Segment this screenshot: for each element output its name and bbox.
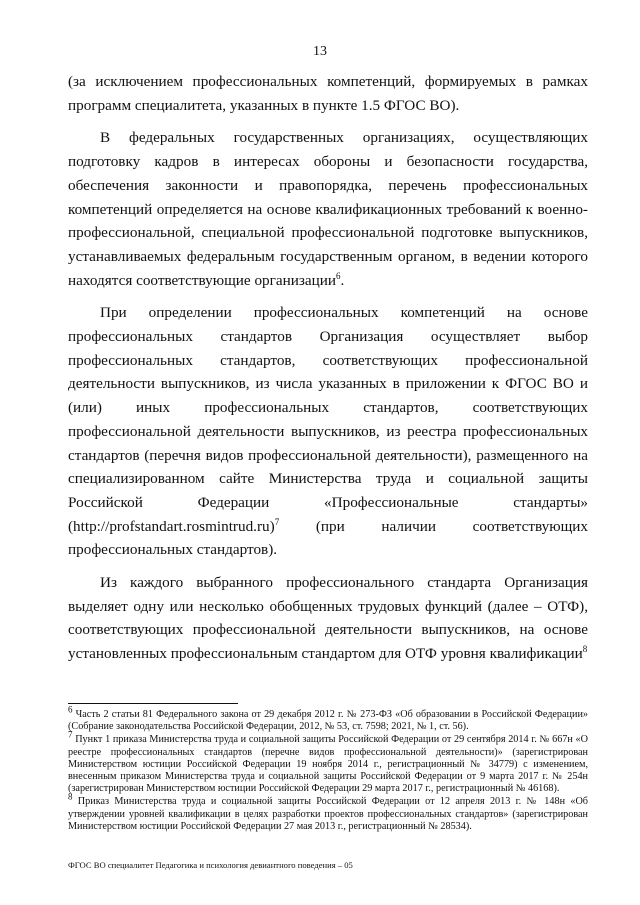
footnote-ref-7[interactable]: 7	[274, 516, 280, 527]
paragraph-text: (за исключением профессиональных компетенций, формируемых в рамках программ специалитета, указанных в пункте 1.5 ФГОС ВО).	[68, 73, 588, 114]
footnote-divider	[68, 703, 238, 704]
paragraph-continuation	[68, 70, 588, 117]
footnote-text: Приказ Министерства труда и социальной защиты Российской Федерации от 12 апреля 2013 г. № 148н «Об утверждении уровней квалификации в целях разработки проектов профессиональных стандартов» (зарегистрирован Министерством юстиции Российской Федерации 27 мая 2013 г., регистрационный № 28534).	[68, 796, 588, 832]
page-number: 13	[313, 44, 327, 59]
footnote-text: Пункт 1 приказа Министерства труда и социальной защиты Российской Федерации от 29 сентября 2014 г. № 667н «О реестре профессиональных стандартов (перечне видов профессиональной деятельности)» (зарегистрирован Министерством юстиции Российской Федерации 19 ноября 2014 г., регистрационный № 34779) с изменением, внесенным приказом Министерства труда и социальной защиты Российской Федерации от 9 марта 2017 г. № 254н (зарегистрирован Министерством юстиции Российской Федерации 29 марта 2017 г., регистрационный № 46168).	[68, 734, 588, 795]
paragraph-text: В федеральных государственных организациях, осуществляющих подготовку кадров в интересах обороны и безопасности государства, обеспечения законности и правопорядка, перечень профессиональных компетенций определяется на основе квалификационных требований к военно-профессиональной, специальной профессиональной подготовке выпускников, устанавливаемых федеральным государственным органом, в ведении которого находятся соответствующие организации	[68, 129, 588, 289]
paragraph-text: При определении профессиональных компетенций на основе профессиональных стандартов Организация осуществляет выбор профессиональных стандартов, соответствующих профессиональной деятельности выпускников, из числа указанных в приложении к ФГОС ВО и (или) иных профессиональных стандартов, соответствующих профессиональной деятельности выпускников, из реестра профессиональных стандартов (перечня видов профессиональной деятельности), размещенного на специализированном сайте Министерства труда и социальной защиты Российской Федерации «Профессиональные стандарты» (http://profstandart.rosmintrud.ru)	[68, 304, 588, 535]
footnotes	[68, 704, 588, 834]
footnote-7	[68, 730, 588, 795]
footnote-mark: 8	[68, 792, 73, 803]
page-footer: ФГОС ВО специалитет Педагогика и психология девиантного поведения – 05	[68, 860, 353, 870]
paragraph-text: Из каждого выбранного профессионального стандарта Организация выделяет одну или несколько обобщенных трудовых функций (далее – ОТФ), соответствующих профессиональной деятельности выпускников, на основе установленных профессиональным стандартом для ОТФ уровня квалификации	[68, 574, 588, 663]
paragraph-labor-functions	[68, 571, 588, 666]
footnote-8	[68, 792, 588, 833]
footnote-text: Часть 2 статьи 81 Федерального закона от 29 декабря 2012 г. № 273-ФЗ «Об образовании в Российской Федерации» (Собрание законодательства Российской Федерации, 2012, № 53, ст. 7598; 2021, № 1, ст. 56).	[68, 709, 588, 733]
footnote-ref-6[interactable]: 6	[335, 270, 341, 281]
paragraph-professional-standards	[68, 301, 588, 562]
footnote-ref-8[interactable]: 8	[582, 644, 588, 655]
footnote-mark: 7	[68, 730, 73, 741]
paragraph-defense-organizations	[68, 126, 588, 292]
paragraph-text-end: .	[340, 271, 345, 289]
footnote-mark: 6	[68, 704, 73, 715]
paragraph-text-end: (при наличии соответствующих профессиональных стандартов).	[68, 517, 588, 559]
footnote-6	[68, 704, 588, 733]
document-body	[68, 70, 588, 675]
